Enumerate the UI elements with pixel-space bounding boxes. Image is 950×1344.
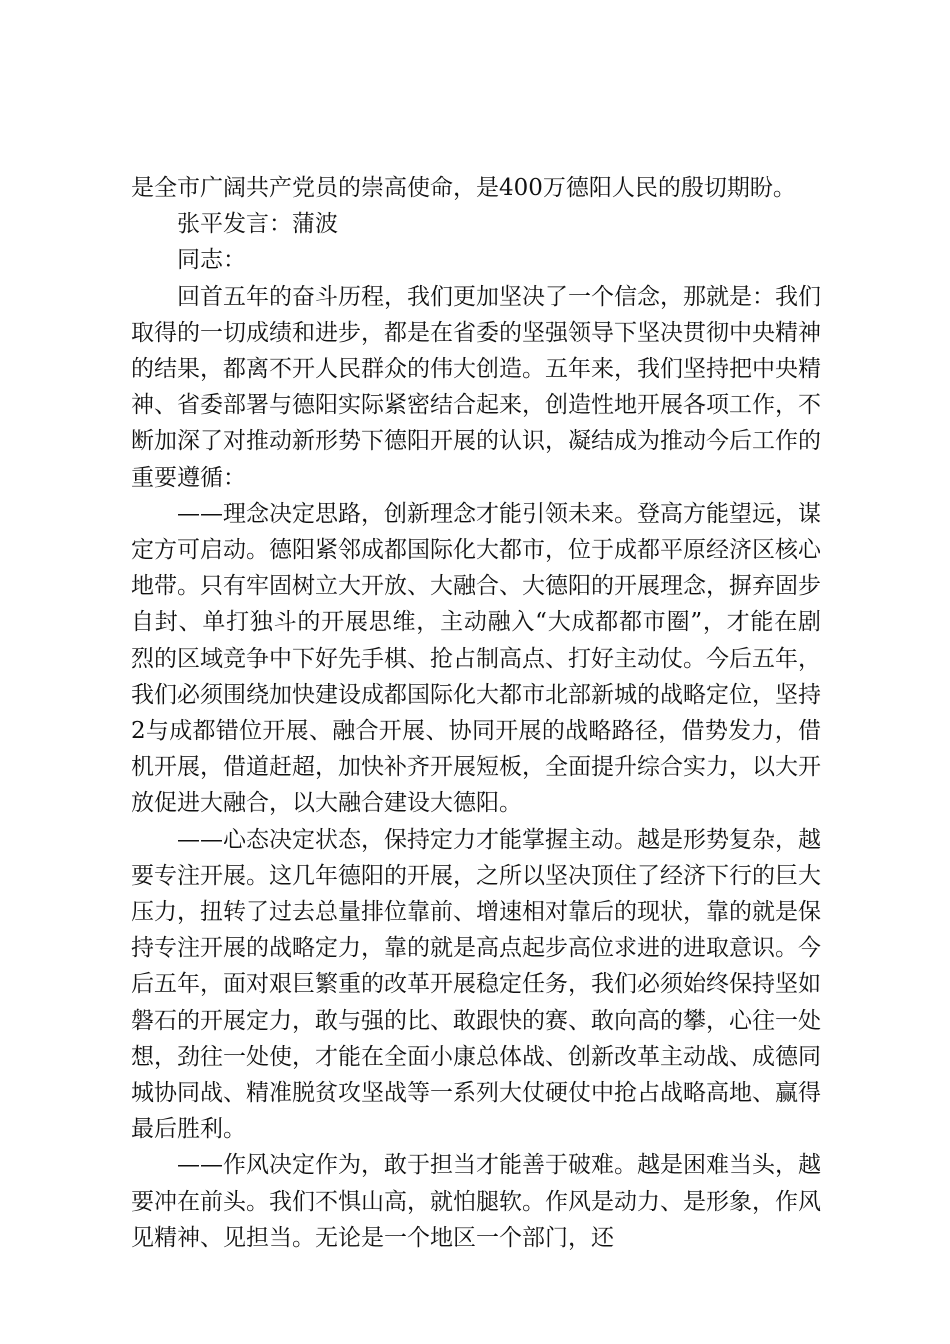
salutation: 同志： [177,247,246,274]
speaker-heading: 张平发言：蒲波 [177,211,338,238]
paragraph-review: 回首五年的奋斗历程，我们更加坚决了一个信念，那就是：我们取得的一切成绩和进步，都是在省委的坚强领导下坚决贯彻中央精神的结果，都离不开人民群众的伟大创造。五年来，我们坚持把中央精神、省委部署与德阳实际紧密结合起来，创造性地开展各项工作，不断加深了对推动新形势下德阳开展的认识，凝结成为推动今后工作的重要遵循： [131,283,821,491]
paragraph-continued: 是全市广阔共产党员的崇高使命，是400万德阳人民的殷切期盼。 [131,175,796,201]
paragraph-concept: ——理念决定思路，创新理念才能引领未来。登高方能望远，谋定方可启动。德阳紧邻成都国际化大都市，位于成都平原经济区核心地带。只有牢固树立大开放、大融合、大德阳的开展理念，摒弃固步自封、单打独斗的开展思维，主动融入“大成都都市圈”，才能在剧烈的区域竞争中下好先手棋、抢占制高点、打好主动仗。今后五年，我们必须围绕加快建设成都国际化大都市北部新城的战略定位，坚持2与成都错位开展、融合开展、协同开展的战略路径，借势发力，借机开展，借道赶超，加快补齐开展短板，全面提升综合实力，以大开放促进大融合，以大融合建设大德阳。 [131,500,821,817]
paragraph-style: ——作风决定作为，敢于担当才能善于破难。越是困难当头，越要冲在前头。我们不惧山高，就怕腿软。作风是动力、是形象，作风见精神、见担当。无论是一个地区一个部门，还 [131,1152,821,1251]
document-page [131,170,821,1256]
paragraph-mindset: ——心态决定状态，保持定力才能掌握主动。越是形势复杂，越要专注开展。这几年德阳的开展，之所以坚决顶住了经济下行的巨大压力，扭转了过去总量排位靠前、增速相对靠后的现状，靠的就是保持专注开展的战略定力，靠的就是高点起步高位求进的进取意识。今后五年，面对艰巨繁重的改革开展稳定任务，我们必须始终保持坚如磐石的开展定力，敢与强的比、敢跟快的赛、敢向高的攀，心往一处想，劲往一处使，才能在全面小康总体战、创新改革主动战、成德同城协同战、精准脱贫攻坚战等一系列大仗硬仗中抢占战略高地、赢得最后胜利。 [131,826,821,1143]
